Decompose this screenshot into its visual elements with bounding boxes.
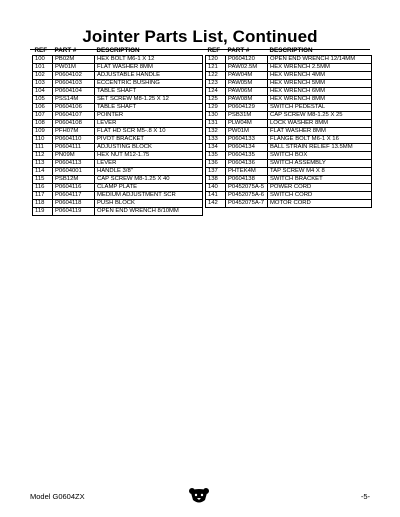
ref-cell: 136 [206, 160, 226, 168]
description-cell: SWITCH BOX [268, 152, 372, 160]
ref-cell: 111 [33, 144, 53, 152]
ref-cell: 107 [33, 112, 53, 120]
ref-cell: 114 [33, 168, 53, 176]
ref-cell: 124 [206, 88, 226, 96]
table-row [33, 136, 203, 144]
ref-cell: 122 [206, 72, 226, 80]
part-number-cell: PHTEK4M [226, 168, 268, 176]
table-row [206, 120, 372, 128]
part-number-cell: P0452075A-7 [226, 200, 268, 208]
part-number-cell: P0604120 [226, 56, 268, 64]
ref-cell: 141 [206, 192, 226, 200]
description-cell: HEX WRENCH 4MM [268, 72, 372, 80]
ref-cell: 115 [33, 176, 53, 184]
ref-cell: 105 [33, 96, 53, 104]
part-number-cell: PAW04M [226, 72, 268, 80]
table-row [206, 200, 372, 208]
table-row [206, 136, 372, 144]
part-number-cell: PAW02.5M [226, 64, 268, 72]
description-cell: HEX BOLT M6-1 X 12 [95, 56, 203, 64]
table-row [33, 56, 203, 64]
description-cell: ADJUSTING BLOCK [95, 144, 203, 152]
table-row [206, 168, 372, 176]
table-row [33, 80, 203, 88]
part-number-cell: P0604111 [53, 144, 95, 152]
description-cell: HEX NUT M12-1.75 [95, 152, 203, 160]
part-number-cell: PFH07M [53, 128, 95, 136]
description-cell: CAP SCREW M8-1.25 X 25 [268, 112, 372, 120]
description-cell: HEX WRENCH 2.5MM [268, 64, 372, 72]
table-row [206, 160, 372, 168]
description-cell: BALL STRAIN RELIEF 13.5MM [268, 144, 372, 152]
part-number-cell: P0452075A-6 [226, 192, 268, 200]
table-row [206, 128, 372, 136]
ref-cell: 110 [33, 136, 53, 144]
part-number-cell: PSB12M [53, 176, 95, 184]
part-header: PART # [227, 47, 250, 54]
ref-cell: 104 [33, 88, 53, 96]
table-row [33, 96, 203, 104]
part-number-cell: P0604107 [53, 112, 95, 120]
table-row [33, 208, 203, 216]
part-number-cell: PW01M [226, 128, 268, 136]
table-row [206, 72, 372, 80]
ref-cell: 132 [206, 128, 226, 136]
ref-cell: 116 [33, 184, 53, 192]
table-row [206, 64, 372, 72]
part-number-cell: P0604138 [226, 176, 268, 184]
part-number-cell: P0604135 [226, 152, 268, 160]
part-number-cell: P0604118 [53, 200, 95, 208]
part-number-cell: P0604116 [53, 184, 95, 192]
part-number-cell: P0604001 [53, 168, 95, 176]
description-cell: LOCK WASHER 8MM [268, 120, 372, 128]
description-cell: FLAT HD SCR M5-.8 X 10 [95, 128, 203, 136]
footer-model: Model G0604ZX [30, 492, 85, 501]
part-number-cell: PSS14M [53, 96, 95, 104]
description-cell: ECCENTRIC BUSHING [95, 80, 203, 88]
table-row [33, 168, 203, 176]
description-cell: OPEN END WRENCH 8/10MM [95, 208, 203, 216]
table-row [33, 192, 203, 200]
ref-cell: 134 [206, 144, 226, 152]
part-number-cell: P0604117 [53, 192, 95, 200]
description-cell: POWER CORD [268, 184, 372, 192]
ref-cell: 100 [33, 56, 53, 64]
part-number-cell: PAW08M [226, 96, 268, 104]
description-cell: SWITCH PEDESTAL [268, 104, 372, 112]
ref-cell: 117 [33, 192, 53, 200]
footer-page-number: -5- [360, 492, 370, 501]
description-cell: MOTOR CORD [268, 200, 372, 208]
ref-cell: 138 [206, 176, 226, 184]
ref-cell: 118 [33, 200, 53, 208]
description-cell: CLAMP PLATE [95, 184, 203, 192]
ref-cell: 103 [33, 80, 53, 88]
table-row [33, 112, 203, 120]
table-row [33, 160, 203, 168]
ref-cell: 101 [33, 64, 53, 72]
bear-head-logo-icon [188, 487, 210, 505]
part-number-cell: P0604129 [226, 104, 268, 112]
part-number-cell: P0604113 [53, 160, 95, 168]
table-row [206, 144, 372, 152]
part-number-cell: P0604134 [226, 144, 268, 152]
description-cell: MEDIUM ADJUSTMENT SCR [95, 192, 203, 200]
parts-table-left [32, 47, 203, 216]
part-number-cell: P0604119 [53, 208, 95, 216]
description-cell: HEX WRENCH 8MM [268, 96, 372, 104]
table-row [206, 184, 372, 192]
ref-cell: 120 [206, 56, 226, 64]
table-row [206, 176, 372, 184]
part-number-cell: PB02M [53, 56, 95, 64]
table-row [33, 120, 203, 128]
parts-table-right [205, 47, 372, 208]
ref-cell: 119 [33, 208, 53, 216]
description-cell: LEVER [95, 120, 203, 128]
description-cell: SWITCH ASSEMBLY [268, 160, 372, 168]
ref-cell: 131 [206, 120, 226, 128]
ref-cell: 112 [33, 152, 53, 160]
ref-cell: 109 [33, 128, 53, 136]
ref-cell: 130 [206, 112, 226, 120]
description-cell: HEX WRENCH 5MM [268, 80, 372, 88]
part-number-cell: PW01M [53, 64, 95, 72]
description-cell: PIVOT BRACKET [95, 136, 203, 144]
part-number-cell: P0604104 [53, 88, 95, 96]
table-row [33, 200, 203, 208]
description-cell: OPEN END WRENCH 12/14MM [268, 56, 372, 64]
table-row [206, 192, 372, 200]
table-row [33, 88, 203, 96]
part-number-cell: P0604133 [226, 136, 268, 144]
description-header: DESCRIPTION [96, 47, 140, 54]
description-cell: SWITCH CORD [268, 192, 372, 200]
description-cell: PUSH BLOCK [95, 200, 203, 208]
description-cell: TAP SCREW M4 X 8 [268, 168, 372, 176]
description-header: DESCRIPTION [269, 47, 313, 54]
description-cell: ADJUSTABLE HANDLE [95, 72, 203, 80]
table-row [33, 128, 203, 136]
table-row [206, 80, 372, 88]
description-cell: CAP SCREW M8-1.25 X 40 [95, 176, 203, 184]
ref-cell: 102 [33, 72, 53, 80]
description-cell: FLANGE BOLT M6-1 X 16 [268, 136, 372, 144]
part-number-cell: PAW06M [226, 88, 268, 96]
table-row [206, 88, 372, 96]
description-cell: SET SCREW M8-1.25 X 12 [95, 96, 203, 104]
table-header-row [206, 47, 372, 56]
description-cell: HEX WRENCH 6MM [268, 88, 372, 96]
table-row [206, 104, 372, 112]
description-cell: LEVER [95, 160, 203, 168]
ref-cell: 106 [33, 104, 53, 112]
part-number-cell: P0604136 [226, 160, 268, 168]
table-row [206, 56, 372, 64]
part-number-cell: PN09M [53, 152, 95, 160]
part-number-cell: PAW05M [226, 80, 268, 88]
page-title: Jointer Parts List, Continued [82, 27, 318, 46]
part-number-cell: PSB31M [226, 112, 268, 120]
part-number-cell: P0452075A-5 [226, 184, 268, 192]
ref-header: REF [207, 47, 221, 54]
description-cell: HANDLE 3/8" [95, 168, 203, 176]
description-cell: FLAT WASHER 8MM [95, 64, 203, 72]
part-header: PART # [54, 47, 77, 54]
ref-cell: 121 [206, 64, 226, 72]
description-cell: SWITCH BRACKET [268, 176, 372, 184]
table-row [206, 112, 372, 120]
description-cell: FLAT WASHER 8MM [268, 128, 372, 136]
part-number-cell: PLW04M [226, 120, 268, 128]
table-row [33, 64, 203, 72]
table-row [33, 104, 203, 112]
ref-cell: 140 [206, 184, 226, 192]
ref-cell: 137 [206, 168, 226, 176]
part-number-cell: P0604110 [53, 136, 95, 144]
ref-cell: 129 [206, 104, 226, 112]
ref-cell: 142 [206, 200, 226, 208]
ref-cell: 133 [206, 136, 226, 144]
ref-cell: 108 [33, 120, 53, 128]
part-number-cell: P0604106 [53, 104, 95, 112]
table-row [33, 184, 203, 192]
ref-cell: 113 [33, 160, 53, 168]
table-row [33, 176, 203, 184]
table-row [33, 72, 203, 80]
part-number-cell: P0604103 [53, 80, 95, 88]
table-row [206, 152, 372, 160]
table-row [33, 152, 203, 160]
table-row [206, 96, 372, 104]
part-number-cell: P0604108 [53, 120, 95, 128]
table-row [33, 144, 203, 152]
ref-cell: 135 [206, 152, 226, 160]
description-cell: TABLE SHAFT [95, 104, 203, 112]
part-number-cell: P0604102 [53, 72, 95, 80]
ref-cell: 123 [206, 80, 226, 88]
ref-header: REF [34, 47, 48, 54]
description-cell: POINTER [95, 112, 203, 120]
description-cell: TABLE SHAFT [95, 88, 203, 96]
ref-cell: 125 [206, 96, 226, 104]
table-header-row [33, 47, 203, 56]
